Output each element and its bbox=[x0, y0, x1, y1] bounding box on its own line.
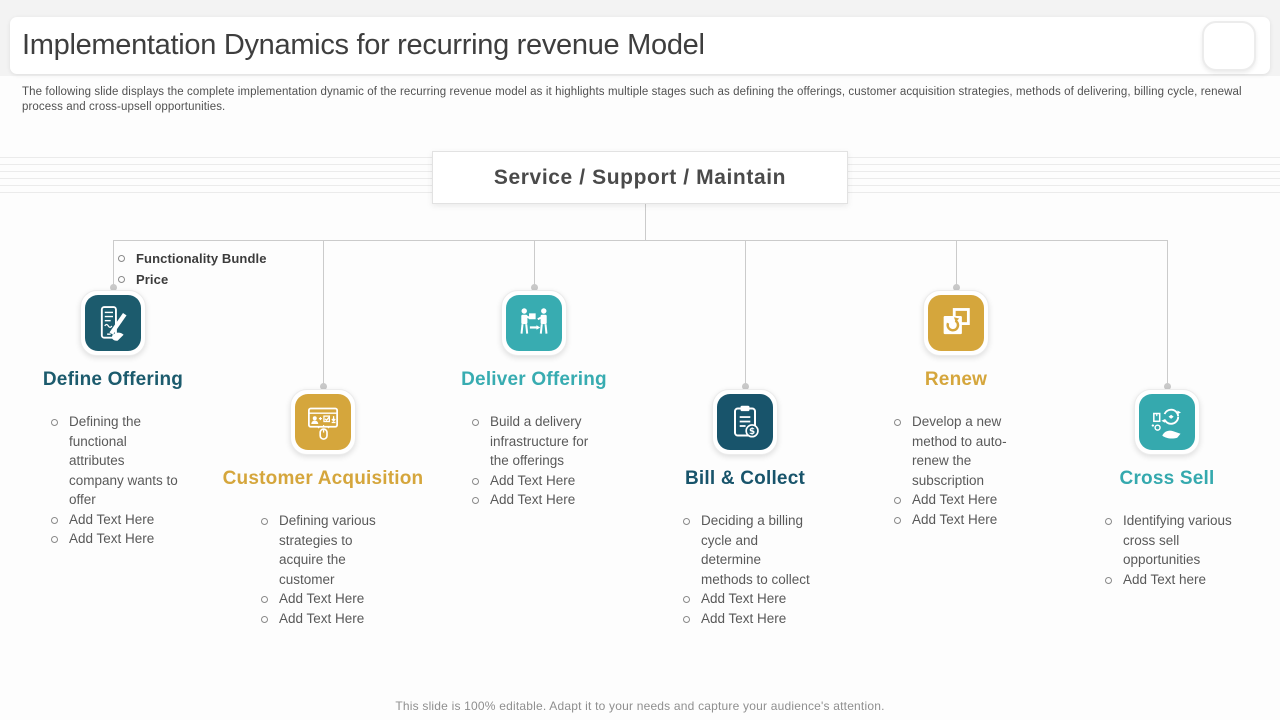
stage-title: Renew bbox=[924, 369, 988, 390]
stage-icon-card bbox=[290, 389, 356, 455]
customer-acquisition-icon bbox=[295, 394, 351, 450]
bullet-item: Add Text Here bbox=[490, 471, 602, 491]
stage-bullet-list bbox=[255, 511, 391, 628]
stage-icon-card bbox=[1134, 389, 1200, 455]
stage-icon-card bbox=[501, 290, 567, 356]
connector-cross bbox=[1167, 240, 1168, 386]
logo-placeholder bbox=[1202, 21, 1256, 71]
connector-define bbox=[113, 240, 114, 287]
bullet-item: Add Text Here bbox=[279, 609, 391, 629]
cross-sell-icon bbox=[1139, 394, 1195, 450]
note-item: Functionality Bundle bbox=[136, 248, 267, 269]
bullet-item: Identifying various cross sell opportunities bbox=[1123, 511, 1235, 570]
bullet-item: Add Text Here bbox=[279, 589, 391, 609]
footer-note: This slide is 100% editable. Adapt it to your needs and capture your audience's attention. bbox=[395, 699, 885, 713]
bullet-item: Add Text here bbox=[1123, 570, 1235, 590]
connector-customer bbox=[323, 240, 324, 386]
connector-bill bbox=[745, 240, 746, 386]
bullet-item: Defining various strategies to acquire the customer bbox=[279, 511, 391, 589]
bullet-item: Add Text Here bbox=[701, 589, 813, 609]
stage-bullet-list bbox=[888, 412, 1024, 529]
bullet-item: Defining the functional attributes company wants to offer bbox=[69, 412, 181, 510]
stage-title: Cross Sell bbox=[1119, 468, 1215, 489]
stage-icon-card bbox=[923, 290, 989, 356]
billing-collect-icon bbox=[717, 394, 773, 450]
bullet-item: Build a delivery infrastructure for the offerings bbox=[490, 412, 602, 471]
slide-subtitle: The following slide displays the complete implementation dynamic of the recurring revenue model as it highlights multiple stages such as defining the offerings, customer acquisition strategies, methods of delivering, billing cycle, renewal process and cross-upsell opportunities. bbox=[22, 86, 1242, 113]
connector-root-stub bbox=[645, 204, 646, 241]
svg-text:$: $ bbox=[748, 427, 756, 437]
bullet-item: Add Text Here bbox=[69, 510, 181, 530]
stage-define-offering bbox=[3, 290, 223, 549]
stage-cross-sell bbox=[1057, 389, 1277, 589]
bullet-item: Deciding a billing cycle and determine methods to collect bbox=[701, 511, 813, 589]
bullet-item: Add Text Here bbox=[912, 490, 1024, 510]
service-support-maintain-box: Service / Support / Maintain bbox=[432, 151, 848, 204]
stage-bullet-list bbox=[45, 412, 181, 549]
define-offering-notes bbox=[136, 248, 267, 290]
stage-title: Define Offering bbox=[42, 369, 184, 390]
bullet-item: Add Text Here bbox=[912, 510, 1024, 530]
stage-customer-acquisition bbox=[213, 389, 433, 628]
stage-icon-card bbox=[712, 389, 778, 455]
stage-title: Bill & Collect bbox=[685, 468, 805, 489]
connector-renew bbox=[956, 240, 957, 287]
stage-icon-card bbox=[80, 290, 146, 356]
bullet-item: Add Text Here bbox=[490, 490, 602, 510]
sign-contract-icon bbox=[85, 295, 141, 351]
stage-title: Customer Acquisition bbox=[222, 468, 424, 489]
stage-bullet-list bbox=[466, 412, 602, 510]
bullet-item: Develop a new method to auto-renew the subscription bbox=[912, 412, 1024, 490]
stage-bill-collect bbox=[635, 389, 855, 628]
deliver-offering-icon bbox=[506, 295, 562, 351]
stage-title: Deliver Offering bbox=[461, 369, 607, 390]
note-item: Price bbox=[136, 269, 267, 290]
bullet-item: Add Text Here bbox=[69, 529, 181, 549]
stage-deliver-offering bbox=[424, 290, 644, 510]
stage-renew bbox=[846, 290, 1066, 529]
stage-bullet-list bbox=[1099, 511, 1235, 589]
connector-horizontal bbox=[113, 240, 1167, 241]
connector-deliver bbox=[534, 240, 535, 287]
renew-subscription-icon bbox=[928, 295, 984, 351]
page-title: Implementation Dynamics for recurring revenue Model bbox=[22, 29, 705, 61]
stage-bullet-list bbox=[677, 511, 813, 628]
bullet-item: Add Text Here bbox=[701, 609, 813, 629]
